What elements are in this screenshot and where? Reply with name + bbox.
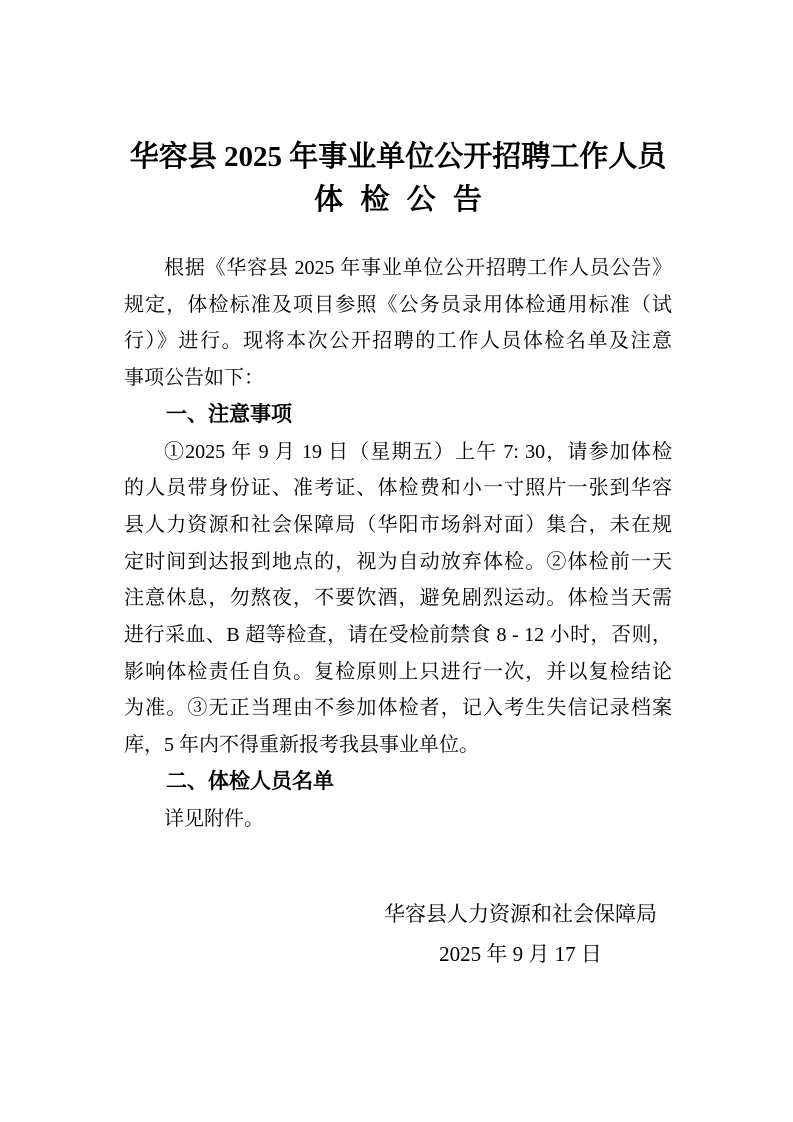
title-line-2: 体 检 公 告	[314, 184, 482, 216]
intro-line-4: 事项公告如下：	[124, 367, 264, 390]
section-1-line-3: 县人力资源和社会保障局（华阳市场斜对面）集合，未在规	[124, 513, 672, 536]
intro-line-1: 根据《华容县 2025 年事业单位公开招聘工作人员公告》	[164, 257, 672, 279]
title-line-1: 华容县 2025 年事业单位公开招聘工作人员	[129, 141, 667, 173]
intro-line-2: 规定，体检标准及项目参照《公务员录用体检通用标准（试	[124, 293, 672, 316]
section-2-body: 详见附件。	[164, 807, 264, 830]
intro-line-3: 行）》进行。现将本次公开招聘的工作人员体检名单及注意	[124, 330, 672, 353]
document-body	[124, 250, 672, 837]
section-1-line-1: ①2025 年 9 月 19 日（星期五）上午 7: 30，请参加体检	[164, 440, 672, 463]
section-1-line-4: 定时间到达报到地点的，视为自动放弃体检。②体检前一天	[124, 550, 672, 573]
section-1-line-5: 注意休息，勿熬夜，不要饮酒，避免剧烈运动。体检当天需	[124, 587, 672, 610]
section-1-line-7: 影响体检责任自负。复检原则上只进行一次，并以复检结论	[124, 660, 672, 683]
section-1-heading: 一、注意事项	[166, 402, 292, 426]
signature-date: 2025 年 9 月 17 日	[439, 942, 602, 967]
section-1-line-8: 为准。③无正当理由不参加体检者，记入考生失信记录档案	[124, 697, 672, 720]
section-1-line-6: 进行采血、B 超等检查，请在受检前禁食 8 - 12 小时，否则，	[124, 624, 672, 647]
section-1-line-2: 的人员带身份证、准考证、体检费和小一寸照片一张到华容	[124, 477, 672, 500]
document-title	[124, 136, 672, 222]
signature-org: 华容县人力资源和社会保障局	[384, 902, 657, 927]
signature-block	[384, 894, 657, 974]
section-2-heading: 二、体检人员名单	[166, 769, 334, 793]
section-1-line-9: 库，5 年内不得重新报考我县事业单位。	[124, 734, 479, 757]
